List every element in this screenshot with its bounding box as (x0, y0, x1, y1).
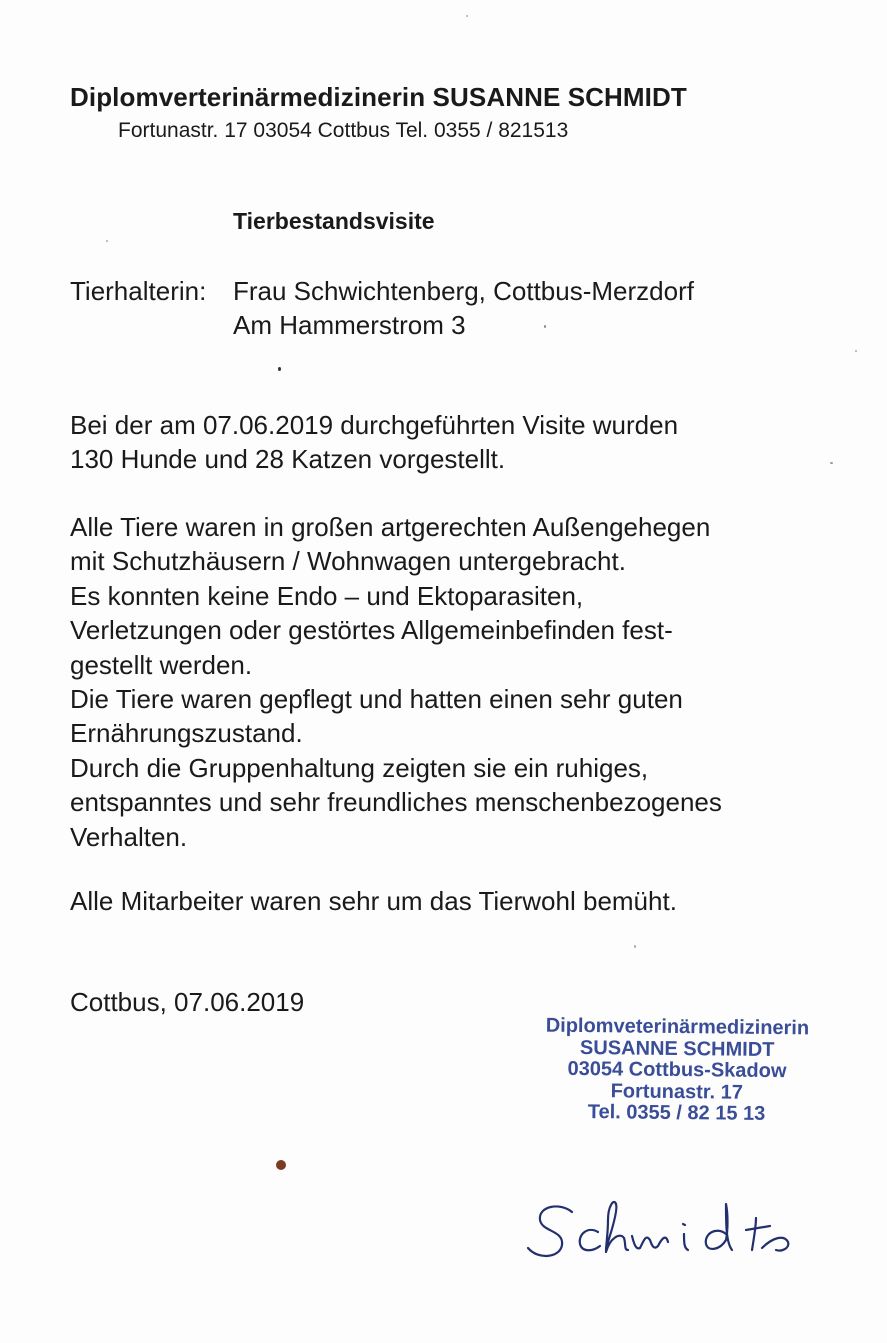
scan-speck (855, 350, 857, 352)
owner-label: Tierhalterin: (70, 276, 207, 306)
staff-paragraph: Alle Mitarbeiter waren sehr um das Tierwohl bemüht. (70, 886, 677, 916)
scan-speck (276, 1160, 286, 1170)
findings-line: Alle Tiere waren in großen artgerechten Außengehegen (70, 512, 711, 542)
stamp-line: Tel. 0355 / 82 15 13 (587, 1101, 766, 1125)
scan-speck (106, 240, 108, 242)
scan-speck (830, 462, 833, 464)
findings-line: Es konnten keine Endo – und Ektoparasiten, (70, 580, 584, 611)
owner-address-line: Am Hammerstrom 3 (233, 310, 466, 340)
handwritten-signature (520, 1190, 810, 1280)
stamp-line: Diplomveterinärmedizinerin (545, 1014, 810, 1040)
scan-speck (544, 325, 546, 328)
stamp-line: Fortunastr. 17 (610, 1079, 744, 1104)
owner-name-line: Frau Schwichtenberg, Cottbus-Merzdorf (233, 276, 694, 306)
findings-line: mit Schutzhäusern / Wohnwagen untergebracht. (70, 546, 626, 577)
place-date: Cottbus, 07.06.2019 (70, 987, 305, 1017)
findings-line: Durch die Gruppenhaltung zeigten sie ein ruhiges, (70, 752, 649, 783)
stamp-line: SUSANNE SCHMIDT (579, 1036, 775, 1061)
letterhead-address: Fortunastr. 17 03054 Cottbus Tel. 0355 / 821513 (118, 119, 569, 142)
findings-paragraph (70, 510, 722, 854)
visit-line: 130 Hunde und 28 Katzen vorgestellt. (70, 444, 506, 475)
document-title: Tierbestandsvisite (233, 208, 435, 234)
scan-speck (634, 945, 636, 948)
visit-line: Bei der am 07.06.2019 durchgeführten Visite wurden (70, 410, 679, 440)
findings-line: Verhalten. (70, 821, 188, 852)
findings-line: entspanntes und sehr freundliches menschenbezogenes (70, 787, 722, 818)
findings-line: gestellt werden. (70, 649, 253, 680)
visit-paragraph (70, 408, 678, 477)
findings-line: Die Tiere waren gepflegt und hatten einen sehr guten (70, 683, 683, 714)
scan-speck (278, 367, 281, 371)
scan-speck (466, 15, 468, 17)
findings-line: Verletzungen oder gestörtes Allgemeinbefinden fest- (70, 615, 673, 646)
findings-line: Ernährungszustand. (70, 718, 303, 749)
stamp-line: 03054 Cottbus-Skadow (567, 1057, 787, 1083)
official-stamp (511, 1015, 842, 1126)
letterhead-name: Diplomverterinärmedizinerin SUSANNE SCHMIDT (70, 82, 687, 112)
